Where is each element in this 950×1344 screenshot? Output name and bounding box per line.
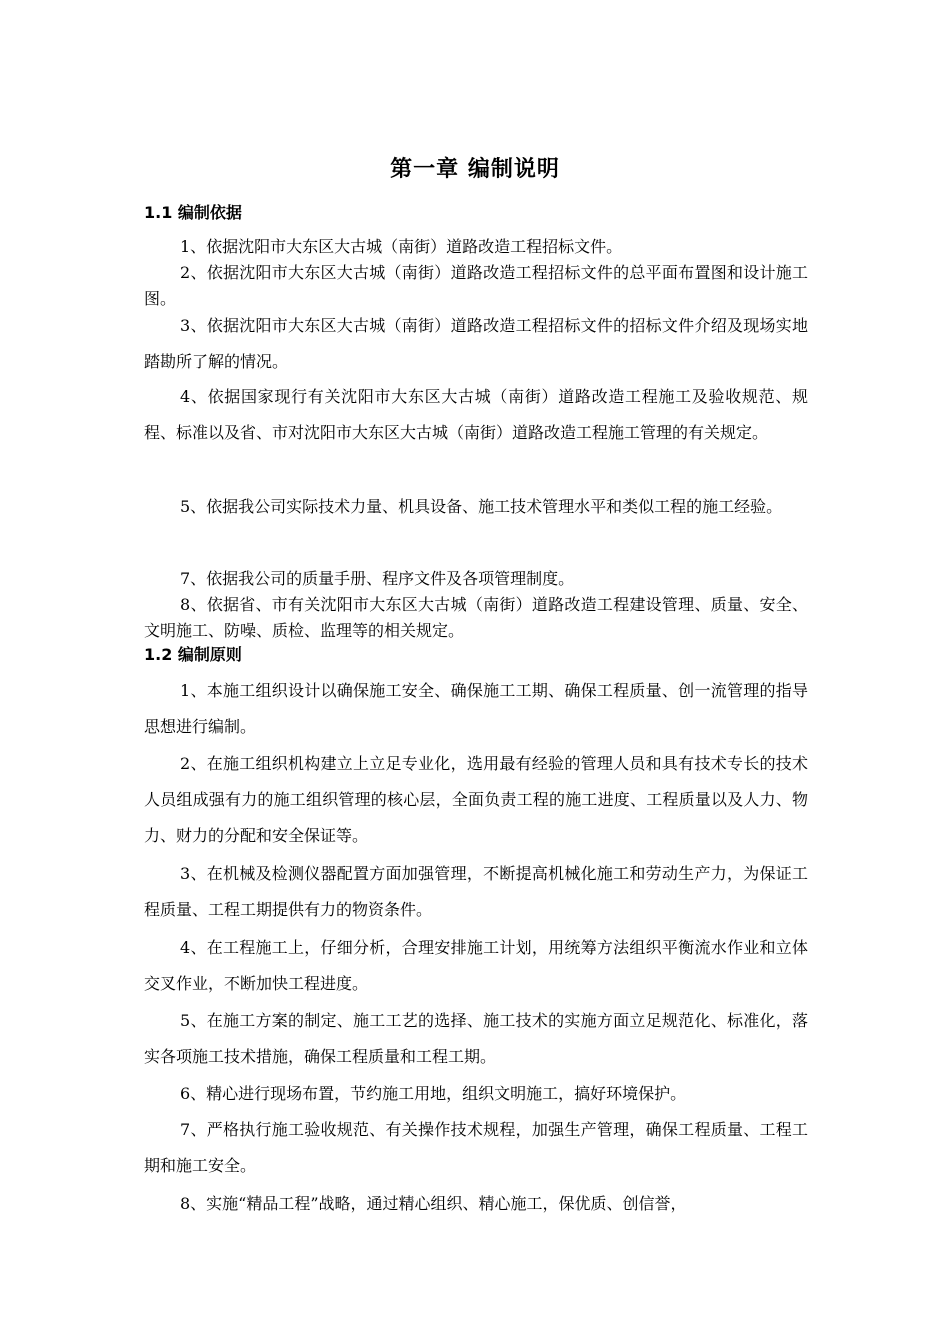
principle-paragraph-8: 8、实施“精品工程”战略，通过精心组织、精心施工，保优质、创信誉， — [180, 1194, 687, 1213]
basis-paragraph-4: 4、依据国家现行有关沈阳市大东区大古城（南街）道路改造工程施工及验收规范、规程、标准以及省、市对沈阳市大东区大古城（南街）道路改造工程施工管理的有关规定。 — [144, 387, 808, 442]
principle-paragraph-1: 1、本施工组织设计以确保施工安全、确保施工工期、确保工程质量、创一流管理的指导思想进行编制。 — [144, 681, 808, 736]
principle-paragraph-2: 2、在施工组织机构建立上立足专业化，选用最有经验的管理人员和具有技术专长的技术人员组成强有力的施工组织管理的核心层，全面负责工程的施工进度、工程质量以及人力、物力、财力的分配和安全保证等。 — [144, 754, 808, 845]
principle-paragraph-5: 5、在施工方案的制定、施工工艺的选择、施工技术的实施方面立足规范化、标准化，落实各项施工技术措施，确保工程质量和工程工期。 — [144, 1011, 808, 1066]
basis-paragraph-3: 3、依据沈阳市大东区大古城（南街）道路改造工程招标文件的招标文件介绍及现场实地踏勘所了解的情况。 — [144, 316, 808, 371]
principle-paragraph-3: 3、在机械及检测仪器配置方面加强管理，不断提高机械化施工和劳动生产力，为保证工程质量、工程工期提供有力的物资条件。 — [144, 864, 808, 919]
section-heading-basis: 1.1 编制依据 — [144, 203, 242, 222]
basis-paragraph-8: 8、依据省、市有关沈阳市大东区大古城（南街）道路改造工程建设管理、质量、安全、文明施工、防噪、质检、监理等的相关规定。 — [144, 595, 808, 640]
chapter-title: 第一章 编制说明 — [390, 157, 560, 182]
basis-paragraph-1: 1、依据沈阳市大东区大古城（南街）道路改造工程招标文件。 — [180, 237, 623, 256]
section-heading-principles: 1.2 编制原则 — [144, 645, 242, 664]
principle-paragraph-4: 4、在工程施工上，仔细分析，合理安排施工计划，用统筹方法组织平衡流水作业和立体交叉作业，不断加快工程进度。 — [144, 938, 808, 993]
principle-paragraph-6: 6、精心进行现场布置，节约施工用地，组织文明施工，搞好环境保护。 — [180, 1084, 687, 1103]
principle-paragraph-7: 7、严格执行施工验收规范、有关操作技术规程，加强生产管理，确保工程质量、工程工期和施工安全。 — [144, 1120, 808, 1175]
basis-paragraph-5: 5、依据我公司实际技术力量、机具设备、施工技术管理水平和类似工程的施工经验。 — [180, 497, 783, 516]
basis-paragraph-7: 7、依据我公司的质量手册、程序文件及各项管理制度。 — [180, 569, 575, 588]
basis-paragraph-2: 2、依据沈阳市大东区大古城（南街）道路改造工程招标文件的总平面布置图和设计施工图。 — [144, 263, 808, 308]
